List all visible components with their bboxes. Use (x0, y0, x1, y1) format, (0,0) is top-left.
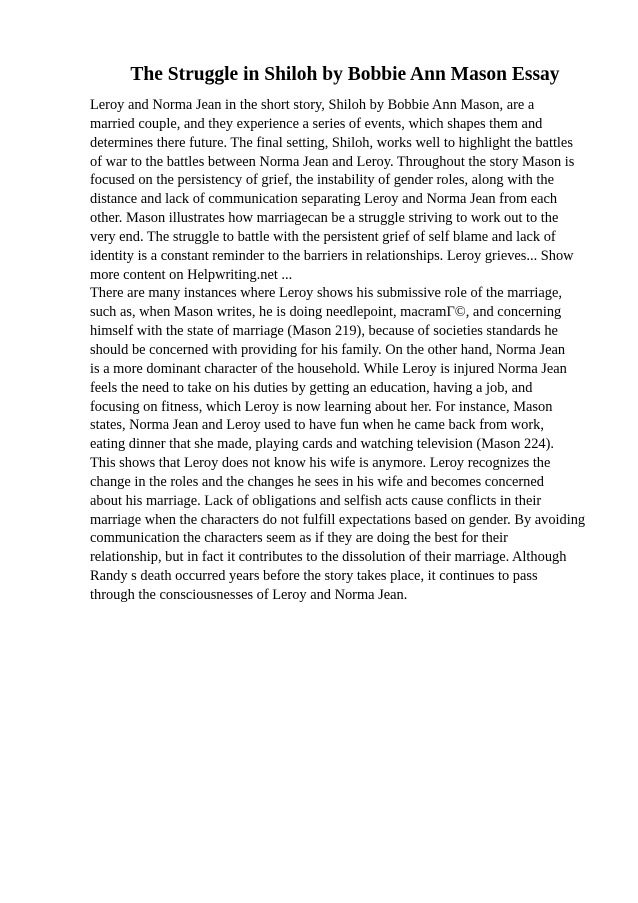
body-line: other. Mason illustrates how marriagecan be a struggle striving to work out to the (90, 210, 559, 227)
body-line: feels the need to take on his duties by getting an education, having a job, and (90, 379, 533, 396)
body-line: should be concerned with providing for his family. On the other hand, Norma Jean (90, 341, 566, 358)
body-line: identity is a constant reminder to the barriers in relationships. Leroy grieves... Show (90, 247, 574, 264)
body-line: focused on the persistency of grief, the instability of gender roles, along with the (90, 172, 554, 189)
body-line: such as, when Mason writes, he is doing needlepoint, macramГ©, and concerning (90, 304, 562, 321)
body-line: There are many instances where Leroy shows his submissive role of the marriage, (90, 285, 562, 302)
body-line: of war to the battles between Norma Jean and Leroy. Throughout the story Mason is (90, 153, 575, 170)
body-line: himself with the state of marriage (Mason 219), because of societies standards he (90, 323, 558, 340)
body-line: focusing on fitness, which Leroy is now learning about her. For instance, Mason (90, 398, 553, 415)
body-line: is a more dominant character of the household. While Leroy is injured Norma Jean (90, 360, 567, 377)
body-line: Leroy and Norma Jean in the short story, Shiloh by Bobbie Ann Mason, are a (90, 97, 535, 113)
body-line: eating dinner that she made, playing cards and watching television (Mason 224). (90, 436, 554, 453)
body-line: more content on Helpwriting.net ... (90, 266, 293, 283)
document-title: The Struggle in Shiloh by Bobbie Ann Mason Essay (130, 64, 560, 85)
body-line: marriage when the characters do not fulfill expectations based on gender. By avoiding (90, 511, 586, 528)
body-line: states, Norma Jean and Leroy used to have fun when he came back from work, (90, 417, 544, 434)
body-line: very end. The struggle to battle with the persistent grief of self blame and lack of (90, 228, 556, 245)
body-line: Randy s death occurred years before the story takes place, it continues to pass (90, 568, 538, 585)
body-line: about his marriage. Lack of obligations and selfish acts cause conflicts in their (90, 492, 542, 509)
body-line: married couple, and they experience a series of events, which shapes them and (90, 115, 543, 132)
document-body (90, 96, 600, 605)
body-line: distance and lack of communication separating Leroy and Norma Jean from each (90, 191, 558, 208)
body-line: communication the characters seem as if they are doing the best for their (90, 530, 508, 547)
body-line: relationship, but in fact it contributes to the dissolution of their marriage. Although (90, 549, 567, 566)
body-line: through the consciousnesses of Leroy and Norma Jean. (90, 586, 408, 603)
body-line: determines there future. The final setting, Shiloh, works well to highlight the battles (90, 134, 573, 151)
body-line: change in the roles and the changes he sees in his wife and becomes concerned (90, 473, 544, 490)
body-line: This shows that Leroy does not know his wife is anymore. Leroy recognizes the (90, 455, 551, 472)
